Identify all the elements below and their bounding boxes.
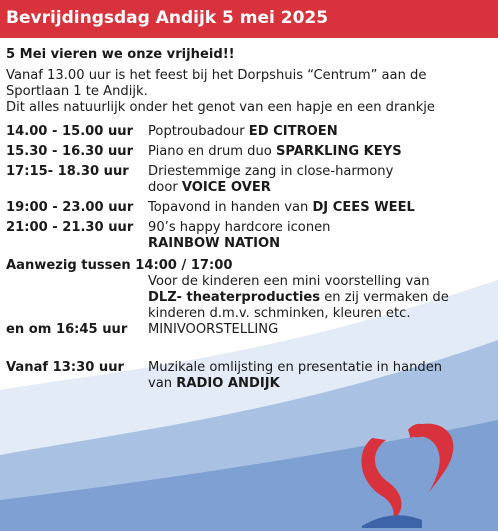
program-time: Vanaf 13:30 uur [6,360,125,375]
presence-line: Voor de kinderen een mini voorstelling van [148,274,430,289]
program-desc [148,200,492,216]
program-artist: RAINBOW NATION [148,236,281,251]
program-desc: MINIVOORSTELLING [148,322,279,337]
program-row [6,144,492,160]
program-row [6,322,492,338]
presence-block [6,258,492,338]
intro-heading: 5 Mei vieren we onze vrijheid!! [6,47,235,62]
program-desc [148,144,492,160]
program-text: van [148,376,177,391]
program-line: 90’s happy hardcore iconen [148,220,331,235]
program-artist: DJ CEES WEEL [312,200,415,215]
program-artist: VOICE OVER [181,180,271,195]
program-line [148,236,492,252]
presence-title: Aanwezig tussen 14:00 / 17:00 [6,258,233,273]
header-bar [0,0,498,38]
program-time: en om 16:45 uur [6,322,128,337]
program-line [148,180,492,196]
program-row [6,220,492,252]
intro [6,47,492,116]
program-text: Topavond in handen van [148,200,313,215]
presence-line: kinderen d.m.v. schminken, kleuren etc. [148,306,411,321]
program-text: Piano en drum duo [148,144,276,159]
program-artist: ED CITROEN [248,124,338,139]
page-title: Bevrijdingsdag Andijk 5 mei 2025 [6,8,329,28]
program-text: Poptroubadour [148,124,249,139]
program-desc [148,220,492,252]
program-line: Muzikale omlijsting en presentatie in handen [148,360,443,375]
presence-line [148,290,492,306]
program-text: door [148,180,182,195]
program-desc [148,164,492,196]
program-time: 15.30 - 16.30 uur [6,144,134,159]
program-desc [148,124,492,140]
intro-line-3: Dit alles natuurlijk onder het genot van een hapje en een drankje [6,100,435,115]
program-time: 21:00 - 21.30 uur [6,220,134,235]
presence-company: DLZ- theaterproducties [148,290,321,305]
intro-line-2: Sportlaan 1 te Andijk. [6,84,148,99]
program-row [6,124,492,140]
program-row [6,360,492,392]
program-row [6,164,492,196]
logo-wing [362,515,422,528]
program-time: 17:15- 18.30 uur [6,164,129,179]
program-artist: RADIO ANDIJK [176,376,280,391]
presence-line-rest: en zij vermaken de [320,290,449,305]
program-time: 14.00 - 15.00 uur [6,124,134,139]
logo-swirl-left [361,438,401,522]
program-row [6,200,492,216]
program-line: Driestemmige zang in close-harmony [148,164,394,179]
intro-line-1: Vanaf 13.00 uur is het feest bij het Dorpshuis “Centrum” aan de [6,68,427,83]
program-artist: SPARKLING KEYS [275,144,402,159]
dove-heart-logo [352,408,472,528]
spacer [6,342,492,360]
presence-body [148,274,492,322]
program-desc [148,360,492,392]
program-line [148,376,492,392]
content [6,47,492,396]
program-time: 19:00 - 23.00 uur [6,200,134,215]
